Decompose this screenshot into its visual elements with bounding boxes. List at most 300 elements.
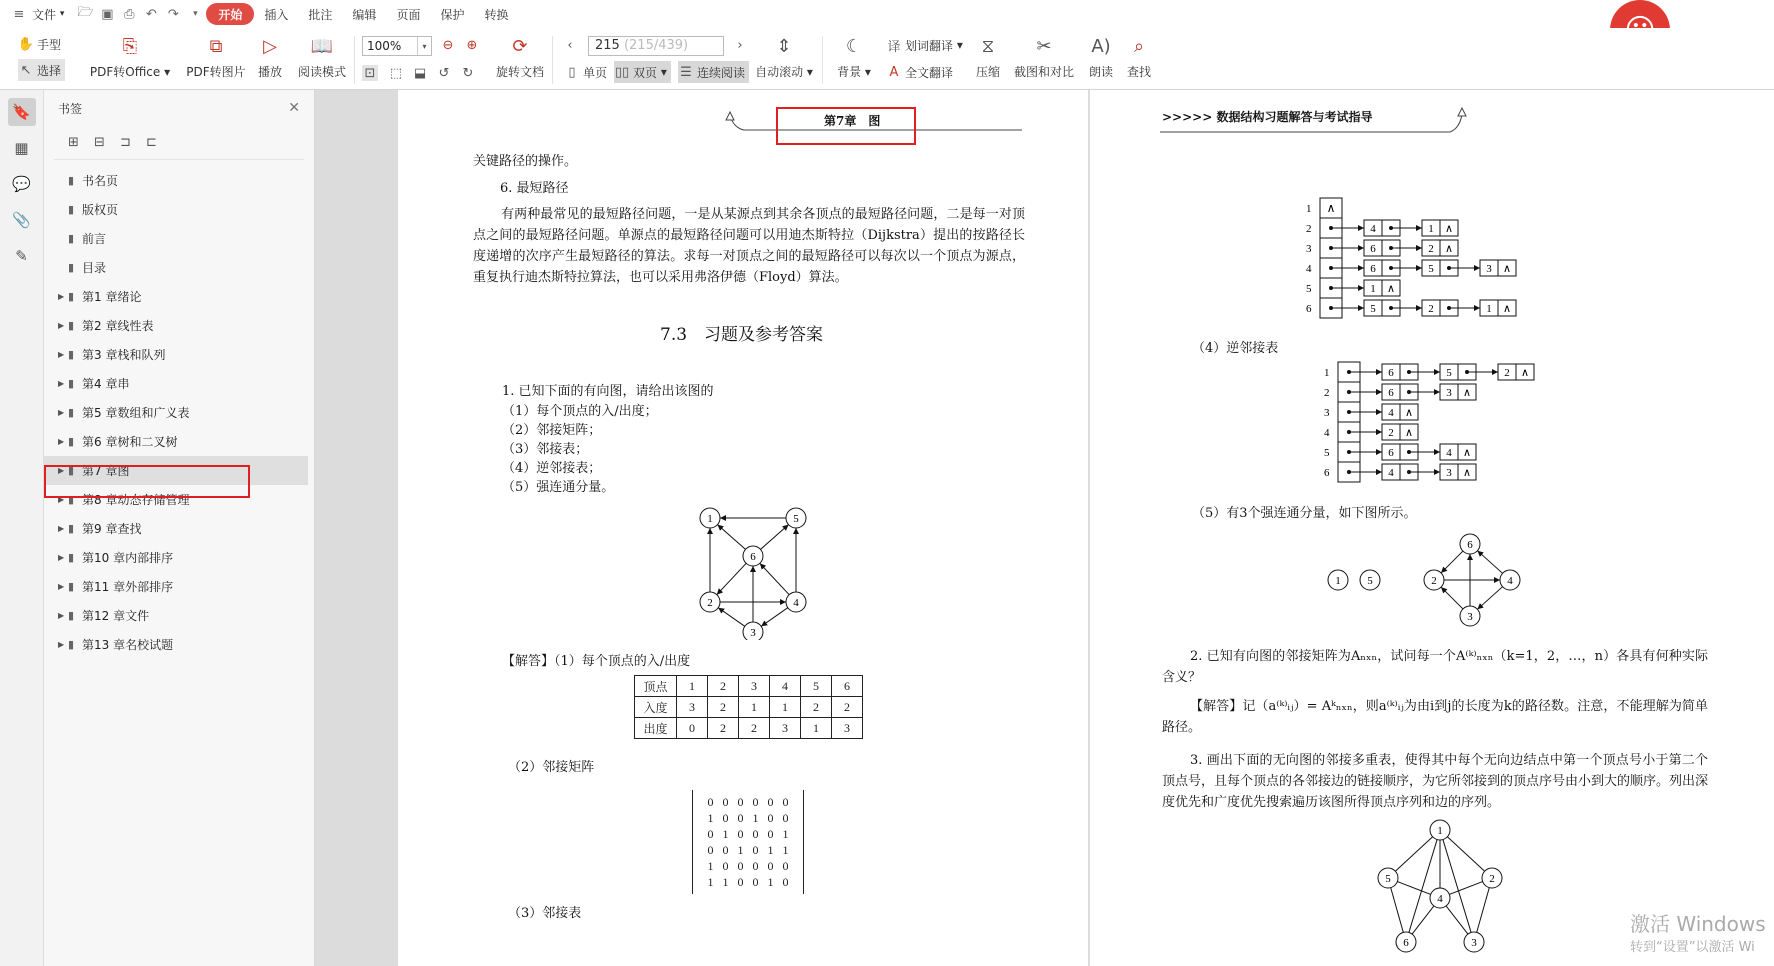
list-row bbox=[1306, 218, 1458, 238]
prev-page-button[interactable] bbox=[562, 34, 581, 56]
sidebar-item-label: 第2 章线性表 bbox=[82, 319, 154, 333]
graph-edge bbox=[760, 563, 789, 594]
page-total: (215/439) bbox=[623, 38, 689, 53]
answer-part-5: （5）有3个强连通分量，如下图所示。 bbox=[1192, 506, 1417, 521]
svg-text:6: 6 bbox=[1403, 937, 1409, 949]
zoom-out-button[interactable] bbox=[440, 34, 459, 56]
matrix-cell: 0 bbox=[752, 827, 759, 841]
expand-arrow-icon[interactable]: ▶ bbox=[58, 292, 65, 301]
moon-icon: ☾ bbox=[845, 35, 863, 57]
expand-arrow-icon[interactable]: ▶ bbox=[58, 379, 65, 388]
matrix-row bbox=[703, 858, 793, 874]
expand-arrow-icon[interactable]: ▶ bbox=[58, 408, 65, 417]
rotate-left-button[interactable] bbox=[436, 62, 455, 84]
sidebar-title: 书签 bbox=[58, 101, 83, 116]
question-2: 2. 已知有向图的邻接矩阵为Aₙₓₙ，试问每一个A⁽ᵏ⁾ₙₓₙ（k=1，2，…，n）各具有何种实际含义？ bbox=[1162, 649, 1708, 685]
graph-edge bbox=[717, 563, 746, 594]
menu-file[interactable] bbox=[30, 3, 74, 25]
sidebar-item-5[interactable] bbox=[44, 282, 314, 311]
sidebar-item-label: 第5 章数组和广义表 bbox=[82, 406, 190, 420]
answer-part-3: （3）邻接表 bbox=[508, 906, 582, 921]
sidebar-item-8[interactable] bbox=[44, 369, 314, 398]
svg-text:∧: ∧ bbox=[1502, 302, 1512, 315]
text-line: 关键路径的操作。 bbox=[473, 154, 578, 169]
svg-text:3: 3 bbox=[1467, 611, 1473, 623]
table-cell: 4 bbox=[770, 676, 801, 697]
graph-edge bbox=[760, 525, 788, 550]
translate-icon: 译 bbox=[887, 39, 901, 55]
bookmark-icon: ▮ bbox=[68, 493, 75, 506]
graph-node bbox=[1378, 868, 1398, 888]
double-page-button[interactable]: ▯▯ 双页 ▾ bbox=[614, 61, 671, 83]
table-cell: 顶点 bbox=[635, 676, 677, 697]
svg-text:5: 5 bbox=[793, 513, 799, 525]
matrix-row bbox=[703, 874, 793, 890]
sidebar-item-14[interactable] bbox=[44, 543, 314, 572]
auto-scroll-icon: ⇕ bbox=[776, 35, 792, 57]
zoom-in-icon: ⊕ bbox=[466, 37, 478, 53]
chevron-down-icon: ▾ bbox=[417, 37, 431, 55]
actual-size-icon: ⊡ bbox=[362, 65, 378, 81]
matrix-cell: 0 bbox=[782, 811, 789, 825]
graph-edge bbox=[1449, 882, 1482, 895]
save-icon[interactable]: ▣ bbox=[101, 6, 114, 22]
list-row bbox=[1324, 362, 1534, 382]
sidebar-item-2[interactable] bbox=[44, 195, 314, 224]
select-label: 选择 bbox=[37, 63, 62, 78]
svg-text:4: 4 bbox=[1370, 223, 1376, 235]
separator bbox=[354, 36, 355, 84]
single-page-icon: ▯ bbox=[568, 64, 576, 80]
expand-arrow-icon[interactable]: ▶ bbox=[58, 582, 65, 591]
bookmark-panel-icon[interactable]: 🔖 bbox=[8, 98, 36, 126]
add-bookmark-icon[interactable]: ⊞ bbox=[68, 135, 79, 150]
chevron-right-icon: › bbox=[737, 37, 743, 53]
graph-node bbox=[1500, 570, 1520, 590]
graph-node bbox=[1396, 932, 1416, 952]
graph-node bbox=[1460, 534, 1480, 554]
svg-text:2: 2 bbox=[1306, 223, 1312, 235]
matrix-cell: 0 bbox=[767, 859, 774, 873]
table-cell: 2 bbox=[801, 697, 832, 718]
expand-arrow-icon[interactable]: ▶ bbox=[58, 466, 65, 475]
hamburger-icon[interactable]: ≡ bbox=[13, 6, 25, 22]
open-folder-icon[interactable]: 🗁 bbox=[77, 5, 94, 20]
svg-text:4: 4 bbox=[793, 597, 799, 609]
rotate-document-label: 旋转文档 bbox=[495, 65, 544, 79]
table-cell: 2 bbox=[708, 718, 739, 739]
bookmark-icon: ▮ bbox=[68, 464, 75, 477]
single-page-button[interactable] bbox=[564, 61, 607, 83]
side-icon-bar bbox=[0, 90, 44, 966]
svg-text:2: 2 bbox=[707, 597, 713, 609]
list-node bbox=[1480, 260, 1516, 276]
screenshot-compare-button[interactable] bbox=[1012, 28, 1076, 80]
sidebar-header bbox=[44, 90, 314, 126]
matrix-cell: 0 bbox=[767, 795, 774, 809]
menu-bar bbox=[0, 0, 1774, 28]
compress-button[interactable] bbox=[972, 28, 1004, 80]
hand-icon: ✋ bbox=[17, 36, 35, 52]
undo-icon[interactable]: ↶ bbox=[145, 6, 157, 22]
bookmark-icon: ▮ bbox=[68, 319, 75, 332]
rotate-left-icon: ↺ bbox=[438, 65, 450, 81]
graph-node bbox=[743, 546, 763, 566]
svg-text:2: 2 bbox=[1428, 303, 1434, 315]
graph-edge bbox=[1391, 888, 1404, 933]
matrix-cell: 0 bbox=[707, 795, 714, 809]
sidebar-item-label: 第6 章树和二叉树 bbox=[82, 435, 178, 449]
page-number-input[interactable] bbox=[588, 36, 724, 56]
fit-page-button[interactable] bbox=[388, 62, 407, 84]
sidebar-item-label: 第3 章栈和队列 bbox=[82, 348, 166, 362]
svg-text:2: 2 bbox=[1431, 575, 1437, 587]
svg-text:6: 6 bbox=[1370, 263, 1376, 275]
matrix-cell: 0 bbox=[767, 827, 774, 841]
svg-text:1: 1 bbox=[1370, 283, 1376, 295]
rotate-right-button[interactable] bbox=[460, 62, 479, 84]
sidebar-item-label: 目录 bbox=[82, 261, 107, 275]
double-page-label: 双页 bbox=[633, 65, 658, 80]
compress-label: 压缩 bbox=[975, 65, 1000, 79]
matrix-cell: 0 bbox=[722, 811, 729, 825]
pdf-to-office-button[interactable]: ⎘ PDF转Office ▾ bbox=[89, 35, 171, 79]
redo-icon[interactable]: ↷ bbox=[167, 6, 179, 22]
find-button[interactable] bbox=[1124, 28, 1154, 80]
pdf-to-image-icon: ⧉ bbox=[209, 35, 223, 57]
answer-label: 【解答】（1）每个顶点的入/出度 bbox=[502, 654, 691, 669]
sidebar-item-17[interactable] bbox=[44, 630, 314, 659]
question-1: 1. 已知下面的有向图，请给出该图的 bbox=[502, 384, 714, 399]
svg-text:5: 5 bbox=[1385, 873, 1391, 885]
pdf-page-right bbox=[1090, 90, 1774, 966]
matrix-cell: 0 bbox=[782, 859, 789, 873]
sidebar-item-6[interactable] bbox=[44, 311, 314, 340]
matrix-cell: 0 bbox=[737, 827, 744, 841]
svg-text:4: 4 bbox=[1306, 263, 1312, 275]
sidebar-item-1[interactable] bbox=[44, 166, 314, 195]
svg-text:∧: ∧ bbox=[1502, 262, 1512, 275]
matrix-cell: 0 bbox=[782, 875, 789, 889]
svg-text:5: 5 bbox=[1306, 283, 1312, 295]
tab-insert[interactable]: 插入 bbox=[264, 7, 289, 22]
matrix-cell: 0 bbox=[722, 843, 729, 857]
tab-annotate[interactable]: 批注 bbox=[308, 7, 333, 22]
list-node bbox=[1498, 364, 1534, 380]
print-icon[interactable]: ⎙ bbox=[124, 6, 135, 22]
scc-graph bbox=[1320, 528, 1550, 628]
directed-graph bbox=[688, 500, 818, 640]
list-node bbox=[1382, 424, 1418, 440]
expand-arrow-icon[interactable]: ▶ bbox=[58, 553, 65, 562]
svg-text:6: 6 bbox=[1324, 467, 1330, 479]
table-cell: 出度 bbox=[635, 718, 677, 739]
expand-arrow-icon[interactable]: ▶ bbox=[58, 321, 65, 330]
expand-arrow-icon[interactable]: ▶ bbox=[58, 524, 65, 533]
separator bbox=[822, 36, 823, 84]
full-translate-button[interactable] bbox=[886, 61, 953, 83]
menu-file-label: 文件 bbox=[32, 7, 57, 22]
read-mode-button[interactable] bbox=[296, 28, 348, 80]
matrix-cell: 0 bbox=[707, 843, 714, 857]
fit-width-icon: ⬓ bbox=[413, 65, 427, 81]
sidebar-item-label: 第4 章串 bbox=[82, 377, 130, 391]
rotate-document-icon: ⟳ bbox=[512, 35, 528, 57]
svg-text:4: 4 bbox=[1388, 407, 1394, 419]
graph-node bbox=[1430, 888, 1450, 908]
matrix-cell: 1 bbox=[767, 843, 774, 857]
table-cell: 入度 bbox=[635, 697, 677, 718]
table-row bbox=[635, 676, 863, 697]
matrix-cell: 0 bbox=[752, 875, 759, 889]
svg-text:3: 3 bbox=[1324, 407, 1330, 419]
bookmark-flag-icon[interactable]: ⊏ bbox=[146, 135, 157, 150]
graph-node bbox=[1464, 932, 1484, 952]
table-cell: 3 bbox=[832, 718, 863, 739]
rotate-document-button[interactable] bbox=[494, 28, 546, 80]
bookmark-icon: ▮ bbox=[68, 638, 75, 651]
list-row bbox=[1306, 278, 1400, 298]
list-node bbox=[1440, 464, 1476, 480]
list-row bbox=[1324, 442, 1476, 462]
list-node bbox=[1440, 384, 1476, 400]
hand-tool-button[interactable] bbox=[18, 33, 61, 55]
graph-node bbox=[700, 508, 720, 528]
graph-node bbox=[1328, 570, 1348, 590]
select-tool-button[interactable] bbox=[18, 59, 65, 81]
bookmark-icon: ▮ bbox=[68, 551, 75, 564]
sidebar-item-3[interactable] bbox=[44, 224, 314, 253]
matrix-cell: 0 bbox=[767, 811, 774, 825]
svg-text:1: 1 bbox=[1486, 303, 1492, 315]
comment-panel-icon[interactable]: 💬 bbox=[12, 175, 31, 193]
continuous-read-button[interactable] bbox=[678, 61, 749, 83]
page-header-title: >>>>> 数据结构习题解答与考试指导 bbox=[1162, 110, 1373, 124]
matrix-cell: 1 bbox=[707, 859, 714, 873]
bookmark-add-icon[interactable]: ⊐ bbox=[120, 135, 131, 150]
graph-node bbox=[1430, 820, 1450, 840]
svg-text:5: 5 bbox=[1324, 447, 1330, 459]
pdf-to-image-label: PDF转图片 bbox=[186, 65, 246, 79]
auto-scroll-label: 自动滚动 bbox=[755, 65, 804, 79]
search-icon: ⌕ bbox=[1133, 35, 1145, 57]
svg-text:5: 5 bbox=[1370, 303, 1376, 315]
graph-node bbox=[1360, 570, 1380, 590]
chevron-left-icon: ‹ bbox=[567, 37, 573, 53]
tab-protect[interactable]: 保护 bbox=[440, 7, 465, 22]
background-label: 背景 bbox=[837, 65, 862, 79]
matrix-cell: 1 bbox=[707, 811, 714, 825]
fit-width-button[interactable] bbox=[412, 62, 431, 84]
svg-text:6: 6 bbox=[1306, 303, 1312, 315]
matrix-cell: 0 bbox=[782, 795, 789, 809]
sidebar-item-label: 第12 章文件 bbox=[82, 609, 150, 623]
play-label: 播放 bbox=[257, 65, 282, 79]
screenshot-compare-label: 截图和对比 bbox=[1013, 65, 1074, 79]
matrix-cell: 0 bbox=[752, 843, 759, 857]
graph-edge bbox=[1409, 840, 1437, 933]
matrix-row bbox=[703, 794, 793, 810]
highlight-box bbox=[776, 107, 916, 145]
list-node bbox=[1422, 240, 1458, 256]
svg-text:∧: ∧ bbox=[1444, 242, 1454, 255]
book-icon: 📖 bbox=[310, 35, 334, 57]
bookmark-icon: ▮ bbox=[68, 348, 75, 361]
close-icon[interactable]: ✕ bbox=[288, 100, 300, 116]
table-cell: 2 bbox=[832, 697, 863, 718]
graph-edge bbox=[1397, 882, 1430, 895]
list-row bbox=[1324, 402, 1418, 422]
svg-text:4: 4 bbox=[1437, 893, 1443, 905]
read-aloud-button[interactable] bbox=[1086, 28, 1116, 80]
answer-part-4: （4）逆邻接表 bbox=[1192, 341, 1279, 356]
matrix-cell: 1 bbox=[782, 827, 789, 841]
svg-text:6: 6 bbox=[1388, 447, 1394, 459]
auto-scroll-button[interactable]: ⇕ 自动滚动 ▾ bbox=[755, 35, 813, 79]
graph-node bbox=[786, 592, 806, 612]
chevron-down-icon: ▾ bbox=[59, 9, 65, 19]
answer-part-2: （2）邻接矩阵 bbox=[508, 760, 595, 775]
graph-edge bbox=[1477, 888, 1490, 933]
graph-edge bbox=[1477, 551, 1502, 574]
expand-arrow-icon[interactable]: ▶ bbox=[58, 495, 65, 504]
bookmark-icon: ▮ bbox=[68, 290, 75, 303]
graph-edge bbox=[718, 608, 745, 627]
svg-text:∧: ∧ bbox=[1462, 446, 1472, 459]
zoom-in-button[interactable] bbox=[464, 34, 483, 56]
section-heading: 7.3 习题及参考答案 bbox=[660, 325, 824, 345]
sidebar-item-15[interactable] bbox=[44, 572, 314, 601]
matrix-cell: 0 bbox=[722, 859, 729, 873]
svg-text:2: 2 bbox=[1388, 427, 1394, 439]
svg-text:∧: ∧ bbox=[1326, 201, 1336, 215]
svg-text:5: 5 bbox=[1367, 575, 1373, 587]
graph-edge bbox=[1447, 837, 1484, 871]
pdf-page-left bbox=[398, 90, 1088, 966]
paragraph: 有两种最常见的最短路径问题，一是从某源点到其余各顶点的最短路径问题，二是每一对顶点之间的最短路径问题。单源点的最短路径问题可以用迪杰斯特拉（Dijkstra）提出的按路径长度递增的次序产生最短路径的算法。求每一对顶点之间的最短路径可以每次以一个顶点为源点，重复执行迪杰斯特拉算法，也可以采用弗洛伊德（Floyd）算法。 bbox=[473, 207, 1025, 285]
svg-text:2: 2 bbox=[1489, 873, 1495, 885]
expand-arrow-icon[interactable]: ▶ bbox=[58, 640, 65, 649]
matrix-cell: 1 bbox=[782, 843, 789, 857]
zoom-select[interactable] bbox=[362, 36, 432, 56]
zoom-out-icon: ⊖ bbox=[442, 37, 454, 53]
bookmark-icon: ▮ bbox=[68, 609, 75, 622]
sidebar-item-label: 第11 章外部排序 bbox=[82, 580, 174, 594]
graph-node bbox=[1424, 570, 1444, 590]
read-aloud-label: 朗读 bbox=[1088, 65, 1113, 79]
bookmark-icon: ▮ bbox=[68, 580, 75, 593]
expand-arrow-icon[interactable]: ▶ bbox=[58, 611, 65, 620]
rotate-right-icon: ↻ bbox=[462, 65, 474, 81]
sidebar-item-13[interactable] bbox=[44, 514, 314, 543]
sidebar-item-4[interactable] bbox=[44, 253, 314, 282]
signature-panel-icon[interactable]: ✎ bbox=[15, 247, 28, 265]
question-item: （3）邻接表； bbox=[502, 442, 589, 457]
tab-convert[interactable]: 转换 bbox=[484, 7, 509, 22]
svg-text:∧: ∧ bbox=[1386, 282, 1396, 295]
matrix-row bbox=[703, 810, 793, 826]
graph-edge bbox=[1441, 587, 1463, 609]
sidebar-item-9[interactable] bbox=[44, 398, 314, 427]
word-translate-button[interactable]: 译 划词翻译 ▾ bbox=[887, 38, 963, 55]
sidebar-item-7[interactable] bbox=[44, 340, 314, 369]
svg-text:∧: ∧ bbox=[1520, 366, 1530, 379]
undirected-graph bbox=[1370, 814, 1510, 954]
play-button[interactable] bbox=[256, 28, 284, 80]
svg-text:3: 3 bbox=[1486, 263, 1492, 275]
bookmark-icon: ▮ bbox=[68, 522, 75, 535]
zoom-value: 100% bbox=[367, 39, 402, 53]
svg-text:1: 1 bbox=[1437, 825, 1443, 837]
bookmark-icon: ▮ bbox=[68, 232, 75, 245]
list-row bbox=[1324, 462, 1476, 482]
matrix-cell: 0 bbox=[707, 827, 714, 841]
activation-watermark: 激活 Windows bbox=[1630, 912, 1766, 936]
pdf-to-office-label: PDF转Office bbox=[89, 65, 161, 79]
sidebar-item-label: 第1 章绪论 bbox=[82, 290, 142, 304]
expand-arrow-icon[interactable]: ▶ bbox=[58, 437, 65, 446]
list-row bbox=[1306, 238, 1458, 258]
bookmark-icon: ▮ bbox=[68, 174, 75, 187]
table-cell: 6 bbox=[832, 676, 863, 697]
svg-text:4: 4 bbox=[1324, 427, 1330, 439]
play-icon: ▷ bbox=[263, 35, 277, 57]
remove-bookmark-icon[interactable]: ⊟ bbox=[94, 135, 105, 150]
question-item: （5）强连通分量。 bbox=[502, 480, 615, 495]
question-3: 3. 画出下面的无向图的邻接多重表，使得其中每个无向边结点中第一个顶点号小于第二个顶点号，且每个顶点的各邻接边的链接顺序，为它所邻接到的顶点序号由小到大的顺序。列出深度优先和广度优先搜索遍历该图所得顶点序列和边的序列。 bbox=[1162, 753, 1709, 810]
question-item: （1）每个顶点的入/出度； bbox=[502, 404, 658, 419]
matrix-cell: 0 bbox=[752, 795, 759, 809]
sidebar-item-10[interactable] bbox=[44, 427, 314, 456]
graph-edge bbox=[1441, 551, 1463, 573]
page-header-title: 第7章 图 bbox=[824, 114, 881, 128]
word-translate-label: 划词翻译 bbox=[905, 38, 954, 53]
expand-arrow-icon[interactable]: ▶ bbox=[58, 350, 65, 359]
answer-2: 【解答】记（a⁽ᵏ⁾ᵢⱼ）= Aᵏₙₓₙ，则a⁽ᵏ⁾ᵢⱼ为由i到j的长度为k的路径数。注意，不能理解为简单路径。 bbox=[1162, 699, 1708, 735]
quick-access-dropdown-icon[interactable]: ▾ bbox=[193, 9, 198, 19]
background-button[interactable]: ☾ 背景 ▾ bbox=[837, 35, 871, 79]
table-cell: 1 bbox=[770, 697, 801, 718]
single-page-label: 单页 bbox=[583, 65, 608, 80]
svg-text:6: 6 bbox=[1467, 539, 1473, 551]
tab-start[interactable]: 开始 bbox=[206, 3, 254, 25]
svg-text:1: 1 bbox=[707, 513, 713, 525]
svg-text:3: 3 bbox=[1446, 467, 1452, 479]
table-cell: 3 bbox=[677, 697, 708, 718]
svg-text:3: 3 bbox=[1471, 937, 1477, 949]
tab-page[interactable]: 页面 bbox=[396, 7, 421, 22]
actual-size-button[interactable] bbox=[362, 62, 381, 84]
matrix-row bbox=[703, 826, 793, 842]
list-node bbox=[1422, 220, 1458, 236]
svg-text:∧: ∧ bbox=[1444, 222, 1454, 235]
table-cell: 1 bbox=[739, 697, 770, 718]
speaker-icon: A) bbox=[1091, 35, 1111, 57]
next-page-button[interactable] bbox=[732, 34, 751, 56]
sidebar-item-label: 前言 bbox=[82, 232, 107, 246]
sidebar-item-label: 第8 章动态存储管理 bbox=[82, 493, 190, 507]
list-node bbox=[1364, 280, 1400, 296]
svg-text:2: 2 bbox=[1504, 367, 1510, 379]
thumbnail-panel-icon[interactable]: ▦ bbox=[14, 139, 29, 157]
sidebar-item-label: 第7 章图 bbox=[82, 464, 130, 478]
table-cell: 1 bbox=[677, 676, 708, 697]
table-row bbox=[635, 697, 863, 718]
tab-edit[interactable]: 编辑 bbox=[352, 7, 377, 22]
attachment-panel-icon[interactable]: 📎 bbox=[12, 211, 31, 229]
sidebar-item-16[interactable] bbox=[44, 601, 314, 630]
pdf-to-image-button[interactable] bbox=[182, 28, 250, 80]
